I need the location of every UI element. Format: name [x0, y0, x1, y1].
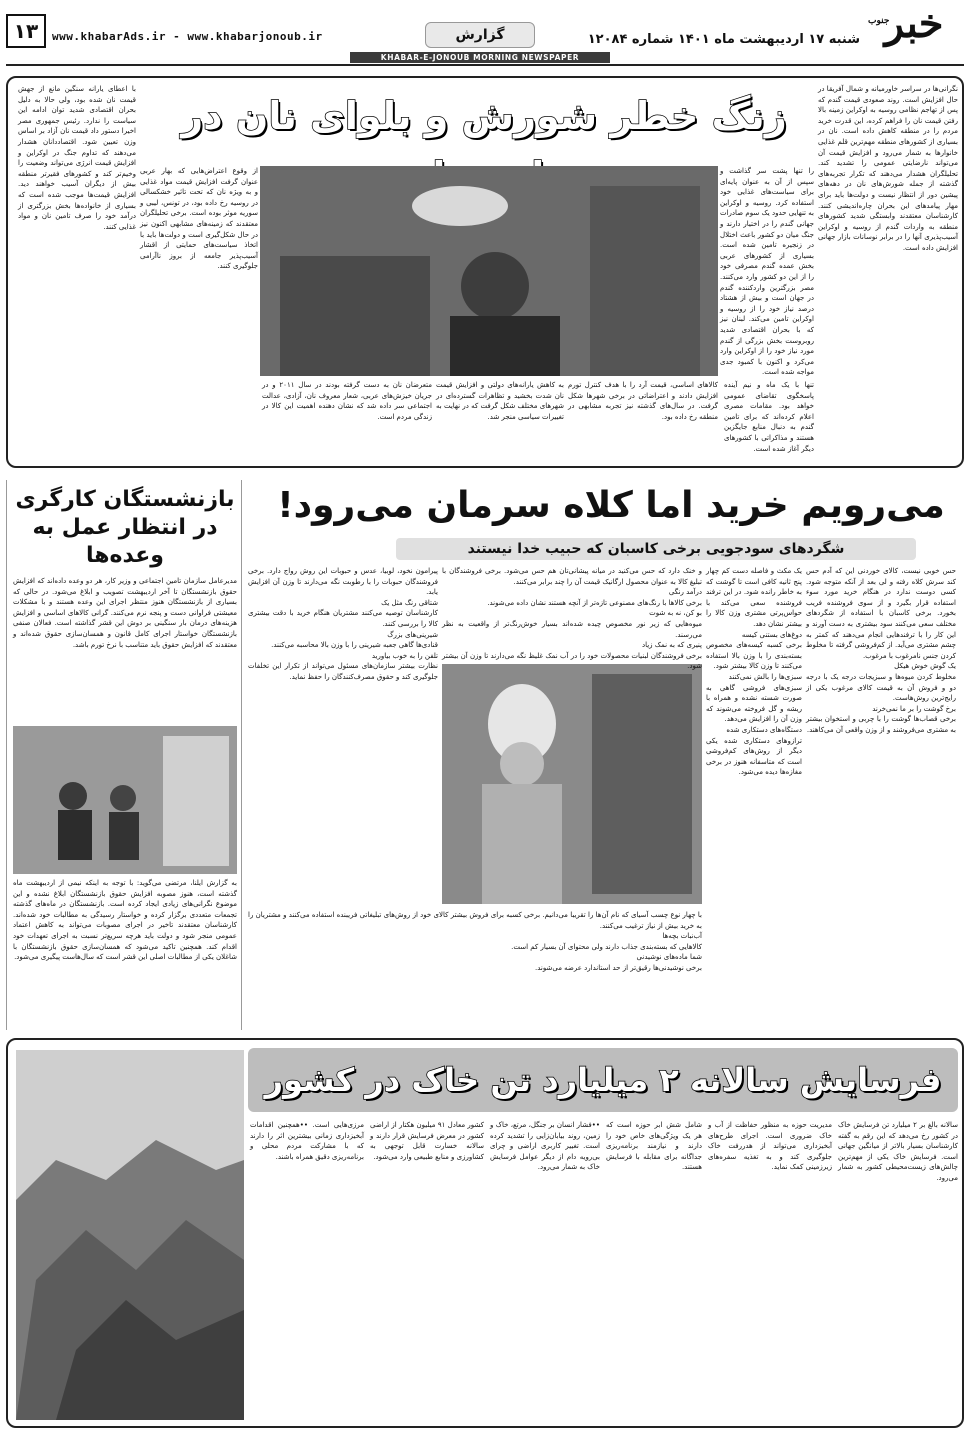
article2-col5: با چهار نوع چسب آسیای که نام آن‌ها را تقریبا می‌دانیم. برخی کسبه برای فروش بیشتر کالای خود از روش‌های تبلیغاتی فریبنده استفاده می‌کنند و مشتریان را به خرید بیش از نیاز ترغیب می‌کنند. آب‌نبات بچه‌ها کالاهایی که بسته‌بندی جذاب دارند ولی محتوای آن بسیار کم است. شما ماده‌های نوشیدنی برخی نوشیدنی‌ها رقیق‌تر از حد استاندارد عرضه می‌شوند. — [248, 911, 702, 972]
tagline-bar: KHABAR-E-JONOUB MORNING NEWSPAPER — [350, 52, 610, 63]
subheadline-shopping: شگردهای سودجویی برخی کاسبان که حبیب خدا نیستند — [396, 538, 916, 560]
market-illustration — [442, 664, 702, 904]
photo-retirees-bench — [13, 726, 237, 874]
section-label: گزارش — [425, 22, 535, 48]
article2-col1: حس خوبی نیست، کالای خوردنی این که آدم حس کند سرش کلاه رفته و لی بعد از آنکه متوجه شود. کسی دوست ندارد در هنگام خرید مورد سوء استفاده قرار بگیرد و از سوی فروشنده فریب بخورد. برخی کاسبان با استفاده از شگردهای مختلف سعی می‌کنند سود بیشتری به دست آورند و این کار را با ترفندهایی انجام می‌دهند که کمتر به چشم مشتری می‌آید. از کم‌فروشی گرفته تا مخلوط کردن جنس نامرغوب با مرغوب. یک گوش خوش هیکل مخلوط کردن میوه‌ها و سبزیجات درجه یک با درجه دو و فروش آن به قیمت کالای مرغوب یکی از رایج‌ترین روش‌هاست. برخ گوشت را بر ما نمی‌خرند برخی قصاب‌ها گوشت را با چربی و استخوان بیشتر به مشتری می‌فروشند و از وزن واقعی آن می‌کاهند. — [806, 567, 956, 734]
article4-col3: شامل شش ابر حوزه است که هر یک ویژگی‌های خاص خود را دارند و نیازمند برنامه‌ریزی جداگانه برای مقابله با فرسایش هستند. — [606, 1121, 702, 1172]
headline-retirees: بازنشستگان کارگری در انتظار عمل به وعده‌ها — [15, 487, 235, 568]
article2-col4: پیرامون نخود، لوبیا، عدس و حبوبات این روش رواج دارد. برخی فروشندگان حبوبات را با رطوبت نگه می‌دارند تا وزن آن افزایش یابد. شتاقی رنگ مثل یک کارشناسان توصیه می‌کنند مشتریان هنگام خرید با دقت بیشتری کالا را بررسی کنند. شیرینی‌های بزرگ قنادی‌ها گاهی جعبه شیرینی را با وزن بالا محاسبه می‌کنند. تلفن را به خوب بیاورید نظارت بیشتر سازمان‌های مسئول می‌تواند از تکرار این تخلفات جلوگیری کند و حقوق مصرف‌کنندگان را حفظ نماید. — [248, 567, 438, 681]
article4-col4: ••فشار انسان بر جنگل، مرتع، خاک و زمین، روند بیابان‌زایی را تشدید کرده است. تغییر کاربری اراضی و چرای بی‌رویه دام از دیگر عوامل فرسایش خاک به شمار می‌رود. — [490, 1121, 600, 1172]
article4-col6: مرزی‌هایی است. ••همچنین اقدامات آبخیزداری زمانی بیشترین اثر را دارند که با مشارکت مردم محلی و برنامه‌ریزی دقیق همراه باشند. — [250, 1121, 364, 1161]
protester-illustration — [260, 166, 718, 376]
article1-col6: متعرضان نان به دست گرفته بودند در سال ۲۰۱۱ و در جریان خیزش‌های عربی، شعار معروف نان، آزادی، عدالت اجتماعی سر داده شد که نشان دهنده اهمیت این کالا در زندگی مردم است. — [262, 381, 432, 421]
page-number: ۱۳ — [6, 14, 46, 48]
article-soil-erosion — [6, 1038, 964, 1428]
article1-col7: از وقوع اعتراض‌هایی که بهار عربی عنوان گرفت افزایش قیمت مواد غذایی و به ویژه نان که تحت تاثیر خشکسالی در روسیه رخ داده بود، در تونس، لیبی و سوریه موثر بوده است. برخی تحلیلگران معتقدند که زمینه‌های مشابهی اکنون نیز در حال شکل‌گیری است و دولت‌ها باید با اتخاذ سیاست‌های حمایتی از اقشار آسیب‌پذیر جامعه از بروز ناآرامی جلوگیری کنند. — [140, 167, 258, 271]
article4-col5: کشور معادل ۹۱ میلیون هکتار از اراضی کشور در معرض فرسایش قرار دارند و سالانه خسارت قابل توجهی به کشاورزی و منابع طبیعی وارد می‌شود. — [370, 1121, 484, 1161]
article1-col2: را تنها پشت سر گذاشت و سپس از آن به عنوان پایه‌ای برای سیاست‌های غذایی خود استفاده کرد. روسیه و اوکراین به تنهایی حدود یک سوم صادرات جهانی گندم را در اختیار دارند و جنگ میان دو کشور باعث اختلال در زنجیره تامین شده است. بسیاری از کشورهای عربی بخش عمده گندم مصرفی خود را از این دو کشور وارد می‌کنند. مصر بزرگترین واردکننده گندم در جهان است و بیش از هشتاد درصد نیاز خود را از روسیه و اوکراین تامین می‌کند. لبنان نیز که با بحران اقتصادی شدید روبروست بخش بزرگی از گندم مورد نیاز خود را از اوکراین وارد می‌کرد و اکنون با کمبود جدی مواجه شده است. — [720, 167, 814, 377]
article-bread-riots — [6, 76, 964, 468]
headline-shopping-scams: می‌رویم خرید اما کلاه سرمان می‌رود! — [277, 485, 945, 526]
headline-soil-erosion: فرسایش سالانه ۲ میلیارد تن خاک در کشور — [264, 1061, 942, 1099]
article2-col2: یک مکث و فاصله دست کم چهار پنج ثانیه کافی است تا گوشت که به خاطر رانده شود. در این ترفند فروشنده سعی می‌کند با حواس‌پرتی مشتری وزن کالا را بیشتر نشان دهد. دوغ‌های بستنی کیسه برخی کسبه کیسه‌های مخصوص بسته‌بندی را با وزن بالا استفاده می‌کنند تا وزن کالا بیشتر شود. سبزی‌ها را بالش نمی‌کنند سبزی‌های فروشی گاهی به صورت شسته نشده و همراه با ریشه و گل فروخته می‌شوند که وزن آن را افزایش می‌دهد. دستگاه‌های دستکاری شده ترازوهای دستکاری شده یکی دیگر از روش‌های کم‌فروشی است که متاسفانه هنوز در برخی مغازه‌ها دیده می‌شود. — [706, 567, 802, 777]
masthead — [0, 0, 970, 72]
masthead-rule — [6, 64, 964, 66]
article1-col1: نگرانی‌ها در سراسر خاورمیانه و شمال آفریقا در حال افزایش است. روند صعودی قیمت گندم که پس از تهاجم نظامی روسیه به اوکراین زمینه بالا رفتن قیمت نان را فراهم کرده، این قدرت خرید مردم را در منطقه کاهش داده است. نان در بسیاری از کشورهای منطقه مهم‌ترین قلم غذایی خانوارها به شمار می‌رود و افزایش قیمت آن می‌تواند نارضایتی عمومی را تشدید کند. تحلیلگران هشدار می‌دهند که تکرار تجربه‌های گذشته از جمله شورش‌های نان در دهه‌های پیشین دور از انتظار نیست و دولت‌ها باید برای مهار پیامدهای این بحران چاره‌اندیشی کنند. کارشناسان معتقدند وابستگی شدید کشورهای منطقه به واردات گندم از روسیه و اوکراین آسیب‌پذیری آنها را در برابر نوسانات بازار جهانی افزایش داده است. — [818, 85, 958, 252]
photo-woman-market — [442, 664, 702, 904]
article4-col1: سالانه بالغ بر ۲ میلیارد تن فرسایش خاک در کشور رخ می‌دهد که این رقم به گفته کارشناسان بسیار بالاتر از میانگین جهانی است. فرسایش خاک یکی از مهم‌ترین چالش‌های زیست‌محیطی کشور به شمار می‌رود. — [838, 1121, 958, 1182]
photo-protester-bread — [260, 166, 718, 376]
article2-col3: و خنک دارد که حس می‌کنید در میانه پیشانی‌تان هم حس می‌شود. برخی فروشندگان با تبلیغ کالا به عنوان محصول ارگانیک قیمت آن را چند برابر می‌کنند. درآمد رنگی برخی کالاها با رنگ‌های مصنوعی تازه‌تر از آنچه هستند نشان داده می‌شوند. بو کن، نه به شوت میوه‌هایی که زیر نور مخصوص چیده شده‌اند بسیار خوش‌رنگ‌تر از واقعیت به نظر می‌رسند. پنیری که به نمک زیاد برخی فروشندگان لبنیات محصولات خود را در آب نمک غلیظ نگه می‌دارند تا وزن آن بیشتر شود. — [442, 567, 702, 671]
article3-body2: به گزارش ایلنا، مرتضی می‌گوید: با توجه به اینکه نیمی از اردیبهشت ماه گذشته است، هنوز مصوبه افزایش حقوق بازنشستگان ابلاغ نشده و این موضوع نگرانی‌های زیادی ایجاد کرده است. بازنشستگان در ماه‌های گذشته تجمعات متعددی برگزار کرده و خواستار رسیدگی به مطالبات خود شده‌اند. کارشناسان معتقدند تاخیر در اجرای مصوبات می‌تواند به کاهش اعتماد عمومی منجر شود و دولت باید هرچه سریع‌تر نسبت به اجرای تعهدات خود اقدام کند. همچنین تاکید می‌شود که همسان‌سازی حقوق بازنشستگان با شاغلان یکی از مطالبات اصلی این قشر است که سال‌هاست پیگیری می‌شود. — [13, 879, 237, 962]
newspaper-logo — [862, 0, 966, 56]
article4-col2: مدیریت حوزه به منظور حفاظت از آب و خاک ضروری است. اجرای طرح‌های آبخیزداری می‌تواند از هدررفت خاک جلوگیری کند و به تغذیه سفره‌های زیرزمینی کمک نماید. — [708, 1121, 832, 1172]
hill-illustration — [16, 1050, 244, 1420]
issue-date: شنبه ۱۷ اردیبهشت ماه ۱۴۰۱ شماره ۱۲۰۸۴ — [587, 32, 860, 47]
article-retirees — [6, 480, 242, 1030]
website-url[interactable]: www.khabarAds.ir - www.khabarjonoub.ir — [52, 30, 323, 43]
article3-body: مدیرعامل سازمان تامین اجتماعی و وزیر کار، هر دو وعده داده‌اند که افزایش حقوق بازنشستگان تا آخر اردیبهشت تصویب و ابلاغ می‌شود. در حالی که بسیاری از بازنشستگان هنوز منتظر اجرای این وعده هستند و با مشکلات معیشتی فراوانی دست و پنجه نرم می‌کنند. گرانی کالاهای اساسی و افزایش هزینه‌های درمان بار سنگینی بر دوش این قشر گذاشته است. فعالان صنفی بازنشستگان خواستار اجرای کامل قانون و همسان‌سازی حقوق شده‌اند و معتقدند که افزایش حقوق باید متناسب با نرخ تورم باشد. — [13, 577, 237, 649]
logo-text: خبر — [884, 0, 944, 47]
article1-col4: کالاهای اساسی، قیمت آرد را با هدف کنترل تورم افزایش دادند و اعتراضاتی در برخی شهرها شکل گرفت. در سال‌های گذشته نیز تجربه مشابهی در منطقه رخ داده بود. — [568, 381, 718, 421]
retirees-illustration — [13, 726, 237, 874]
article-shopping-scams — [246, 474, 964, 1030]
logo-small: جنوب — [868, 16, 890, 26]
page-number-box — [6, 14, 46, 50]
article1-col8: با اعطای یارانه سنگین مانع از جهش قیمت نان شده بود، ولی حالا به دلیل بحران اقتصادی شدید توان ادامه این سیاست را ندارد. رئیس جمهوری مصر اخیرا دستور داد قیمت نان آزاد بر اساس وزن تعیین شود. اقتصاددانان هشدار می‌دهند که تداوم جنگ در اوکراین و افزایش قیمت انرژی می‌تواند وضعیت را وخیم‌تر کند و کشورهای فقیرتر منطقه بیش از دیگران آسیب خواهند دید. افزایش قیمت‌ها موجب شده است که بسیاری از خانواده‌ها بخش بزرگتری از درآمد خود را صرف تامین نان و مواد غذایی کنند. — [18, 85, 136, 231]
photo-eroded-hill — [16, 1050, 244, 1420]
headline-bread-riots: زنگ خطر شورش و بلوای نان در — [181, 94, 787, 138]
article1-col5: به کاهش یارانه‌های دولتی و افزایش قیمت نان شدت بخشید و تظاهرات گسترده‌ای در شهرهای مختلف شکل گرفت که در نهایت به تغییرات سیاسی منجر شد. — [436, 381, 564, 421]
article1-col3: تنها با یک ماه و نیم آینده پاسخگوی تقاضای عمومی خواهد بود. مقامات مصری اعلام کرده‌اند که برای تامین گندم به دنبال منابع جایگزین هستند و مذاکراتی با کشورهای دیگر آغاز شده است. — [724, 381, 814, 453]
